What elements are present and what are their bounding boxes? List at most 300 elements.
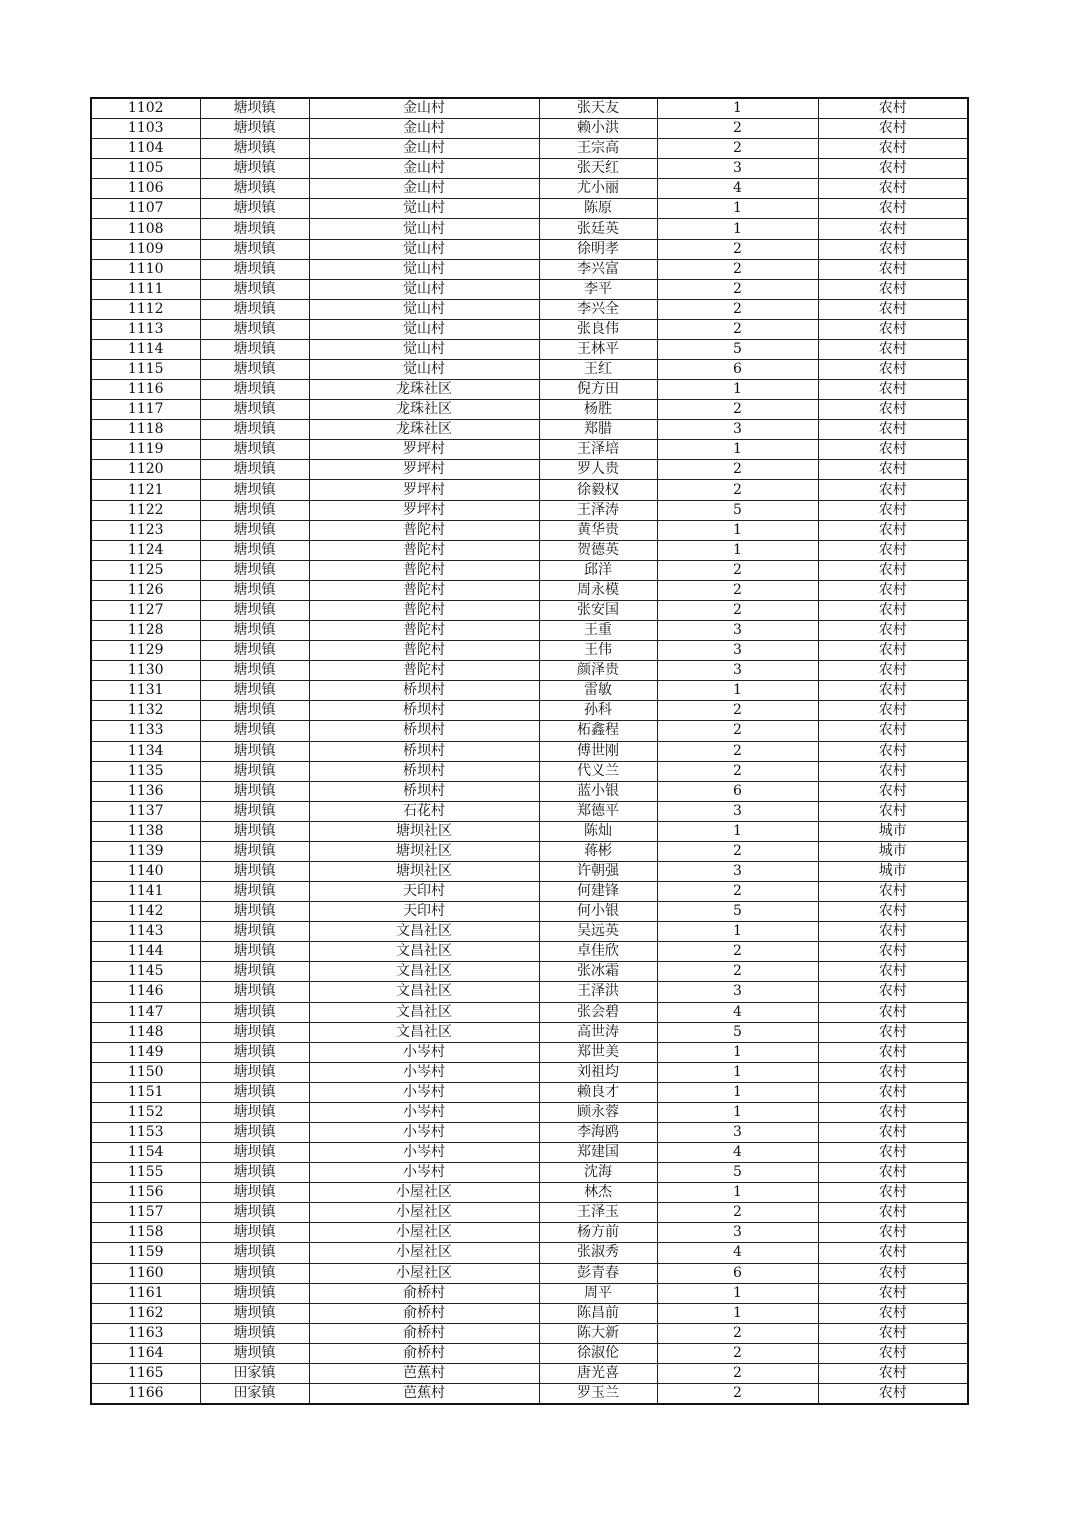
serial-number-cell: 1133 bbox=[91, 721, 200, 741]
village-cell: 小屋社区 bbox=[309, 1183, 539, 1203]
table-row bbox=[91, 1283, 968, 1303]
table-row bbox=[91, 1122, 968, 1142]
village-cell: 俞桥村 bbox=[309, 1323, 539, 1343]
town-cell: 塘坝镇 bbox=[200, 1243, 309, 1263]
village-cell: 普陀村 bbox=[309, 520, 539, 540]
table-row bbox=[91, 882, 968, 902]
town-cell: 塘坝镇 bbox=[200, 159, 309, 179]
household-count-cell: 3 bbox=[657, 1223, 818, 1243]
village-cell: 觉山村 bbox=[309, 239, 539, 259]
person-name-cell: 张会碧 bbox=[539, 1002, 657, 1022]
household-count-cell: 2 bbox=[657, 119, 818, 139]
household-count-cell: 5 bbox=[657, 902, 818, 922]
household-count-cell: 2 bbox=[657, 319, 818, 339]
serial-number-cell: 1152 bbox=[91, 1102, 200, 1122]
serial-number-cell: 1120 bbox=[91, 460, 200, 480]
area-type-cell: 农村 bbox=[818, 1002, 968, 1022]
table-row bbox=[91, 540, 968, 560]
area-type-cell: 农村 bbox=[818, 600, 968, 620]
person-name-cell: 吴远英 bbox=[539, 922, 657, 942]
person-name-cell: 颜泽贵 bbox=[539, 661, 657, 681]
serial-number-cell: 1140 bbox=[91, 861, 200, 881]
village-cell: 金山村 bbox=[309, 159, 539, 179]
table-row bbox=[91, 1183, 968, 1203]
area-type-cell: 农村 bbox=[818, 299, 968, 319]
area-type-cell: 农村 bbox=[818, 1323, 968, 1343]
area-type-cell: 农村 bbox=[818, 540, 968, 560]
town-cell: 塘坝镇 bbox=[200, 721, 309, 741]
village-cell: 桥坝村 bbox=[309, 781, 539, 801]
serial-number-cell: 1132 bbox=[91, 701, 200, 721]
village-cell: 觉山村 bbox=[309, 339, 539, 359]
serial-number-cell: 1118 bbox=[91, 420, 200, 440]
serial-number-cell: 1142 bbox=[91, 902, 200, 922]
person-name-cell: 卓佳欣 bbox=[539, 942, 657, 962]
household-count-cell: 2 bbox=[657, 600, 818, 620]
serial-number-cell: 1134 bbox=[91, 741, 200, 761]
town-cell: 塘坝镇 bbox=[200, 400, 309, 420]
household-count-cell: 1 bbox=[657, 440, 818, 460]
household-count-cell: 3 bbox=[657, 801, 818, 821]
table-row bbox=[91, 520, 968, 540]
person-name-cell: 倪方田 bbox=[539, 380, 657, 400]
village-cell: 桥坝村 bbox=[309, 701, 539, 721]
village-cell: 龙珠社区 bbox=[309, 380, 539, 400]
area-type-cell: 农村 bbox=[818, 360, 968, 380]
table-row bbox=[91, 1102, 968, 1122]
table-row bbox=[91, 942, 968, 962]
table-row bbox=[91, 1363, 968, 1383]
serial-number-cell: 1156 bbox=[91, 1183, 200, 1203]
area-type-cell: 农村 bbox=[818, 580, 968, 600]
table-row bbox=[91, 1022, 968, 1042]
person-name-cell: 孙科 bbox=[539, 701, 657, 721]
village-cell: 罗坪村 bbox=[309, 440, 539, 460]
town-cell: 塘坝镇 bbox=[200, 199, 309, 219]
town-cell: 塘坝镇 bbox=[200, 1323, 309, 1343]
table-row bbox=[91, 661, 968, 681]
person-name-cell: 刘祖均 bbox=[539, 1062, 657, 1082]
serial-number-cell: 1138 bbox=[91, 821, 200, 841]
person-name-cell: 郑腊 bbox=[539, 420, 657, 440]
table-row bbox=[91, 400, 968, 420]
town-cell: 塘坝镇 bbox=[200, 922, 309, 942]
town-cell: 塘坝镇 bbox=[200, 179, 309, 199]
person-name-cell: 周平 bbox=[539, 1283, 657, 1303]
household-count-cell: 5 bbox=[657, 339, 818, 359]
village-cell: 觉山村 bbox=[309, 319, 539, 339]
serial-number-cell: 1108 bbox=[91, 219, 200, 239]
household-count-cell: 3 bbox=[657, 641, 818, 661]
serial-number-cell: 1153 bbox=[91, 1122, 200, 1142]
serial-number-cell: 1126 bbox=[91, 580, 200, 600]
table-row bbox=[91, 560, 968, 580]
town-cell: 塘坝镇 bbox=[200, 1042, 309, 1062]
person-name-cell: 李海鸥 bbox=[539, 1122, 657, 1142]
serial-number-cell: 1112 bbox=[91, 299, 200, 319]
town-cell: 塘坝镇 bbox=[200, 741, 309, 761]
town-cell: 塘坝镇 bbox=[200, 681, 309, 701]
village-cell: 普陀村 bbox=[309, 621, 539, 641]
household-count-cell: 2 bbox=[657, 761, 818, 781]
area-type-cell: 农村 bbox=[818, 119, 968, 139]
person-name-cell: 蓝小银 bbox=[539, 781, 657, 801]
area-type-cell: 农村 bbox=[818, 339, 968, 359]
table-row bbox=[91, 360, 968, 380]
serial-number-cell: 1149 bbox=[91, 1042, 200, 1062]
town-cell: 塘坝镇 bbox=[200, 460, 309, 480]
person-name-cell: 王泽洪 bbox=[539, 982, 657, 1002]
person-name-cell: 王林平 bbox=[539, 339, 657, 359]
area-type-cell: 农村 bbox=[818, 239, 968, 259]
household-count-cell: 6 bbox=[657, 781, 818, 801]
village-cell: 小屋社区 bbox=[309, 1203, 539, 1223]
household-count-cell: 1 bbox=[657, 1042, 818, 1062]
town-cell: 塘坝镇 bbox=[200, 380, 309, 400]
serial-number-cell: 1162 bbox=[91, 1303, 200, 1323]
village-cell: 金山村 bbox=[309, 179, 539, 199]
person-name-cell: 张天友 bbox=[539, 98, 657, 119]
household-count-cell: 2 bbox=[657, 299, 818, 319]
village-cell: 塘坝社区 bbox=[309, 861, 539, 881]
table-row bbox=[91, 380, 968, 400]
household-count-cell: 3 bbox=[657, 1122, 818, 1142]
household-count-cell: 2 bbox=[657, 279, 818, 299]
town-cell: 塘坝镇 bbox=[200, 500, 309, 520]
area-type-cell: 农村 bbox=[818, 460, 968, 480]
household-count-cell: 3 bbox=[657, 420, 818, 440]
household-count-cell: 2 bbox=[657, 1323, 818, 1343]
serial-number-cell: 1135 bbox=[91, 761, 200, 781]
household-count-cell: 2 bbox=[657, 480, 818, 500]
village-cell: 塘坝社区 bbox=[309, 821, 539, 841]
area-type-cell: 农村 bbox=[818, 1263, 968, 1283]
village-cell: 小岑村 bbox=[309, 1062, 539, 1082]
person-name-cell: 王伟 bbox=[539, 641, 657, 661]
table-row bbox=[91, 821, 968, 841]
village-cell: 小屋社区 bbox=[309, 1243, 539, 1263]
table-row bbox=[91, 1062, 968, 1082]
household-count-cell: 2 bbox=[657, 580, 818, 600]
serial-number-cell: 1154 bbox=[91, 1143, 200, 1163]
town-cell: 塘坝镇 bbox=[200, 701, 309, 721]
serial-number-cell: 1107 bbox=[91, 199, 200, 219]
village-cell: 小岑村 bbox=[309, 1122, 539, 1142]
person-name-cell: 王泽玉 bbox=[539, 1203, 657, 1223]
household-count-cell: 2 bbox=[657, 882, 818, 902]
area-type-cell: 农村 bbox=[818, 500, 968, 520]
household-count-cell: 2 bbox=[657, 1343, 818, 1363]
town-cell: 塘坝镇 bbox=[200, 440, 309, 460]
village-cell: 觉山村 bbox=[309, 199, 539, 219]
area-type-cell: 农村 bbox=[818, 962, 968, 982]
area-type-cell: 农村 bbox=[818, 1303, 968, 1323]
area-type-cell: 农村 bbox=[818, 1243, 968, 1263]
town-cell: 塘坝镇 bbox=[200, 259, 309, 279]
serial-number-cell: 1164 bbox=[91, 1343, 200, 1363]
town-cell: 塘坝镇 bbox=[200, 1102, 309, 1122]
table-row bbox=[91, 1002, 968, 1022]
person-name-cell: 沈海 bbox=[539, 1163, 657, 1183]
serial-number-cell: 1144 bbox=[91, 942, 200, 962]
area-type-cell: 农村 bbox=[818, 641, 968, 661]
village-cell: 芭蕉村 bbox=[309, 1384, 539, 1405]
household-count-cell: 1 bbox=[657, 520, 818, 540]
person-name-cell: 郑建国 bbox=[539, 1143, 657, 1163]
household-count-cell: 4 bbox=[657, 1143, 818, 1163]
person-name-cell: 柘鑫程 bbox=[539, 721, 657, 741]
area-type-cell: 农村 bbox=[818, 661, 968, 681]
table-row bbox=[91, 339, 968, 359]
town-cell: 塘坝镇 bbox=[200, 1022, 309, 1042]
area-type-cell: 农村 bbox=[818, 721, 968, 741]
household-count-cell: 5 bbox=[657, 1163, 818, 1183]
person-name-cell: 张冰霜 bbox=[539, 962, 657, 982]
household-count-cell: 3 bbox=[657, 621, 818, 641]
serial-number-cell: 1128 bbox=[91, 621, 200, 641]
village-cell: 俞桥村 bbox=[309, 1283, 539, 1303]
village-cell: 觉山村 bbox=[309, 299, 539, 319]
village-cell: 小岑村 bbox=[309, 1102, 539, 1122]
village-cell: 普陀村 bbox=[309, 600, 539, 620]
town-cell: 塘坝镇 bbox=[200, 299, 309, 319]
table-row bbox=[91, 1163, 968, 1183]
household-count-cell: 1 bbox=[657, 540, 818, 560]
person-name-cell: 张良伟 bbox=[539, 319, 657, 339]
village-cell: 文昌社区 bbox=[309, 962, 539, 982]
town-cell: 塘坝镇 bbox=[200, 339, 309, 359]
serial-number-cell: 1123 bbox=[91, 520, 200, 540]
person-name-cell: 张廷英 bbox=[539, 219, 657, 239]
town-cell: 塘坝镇 bbox=[200, 1343, 309, 1363]
town-cell: 塘坝镇 bbox=[200, 1263, 309, 1283]
person-name-cell: 王泽培 bbox=[539, 440, 657, 460]
table-row bbox=[91, 440, 968, 460]
table-row bbox=[91, 299, 968, 319]
person-name-cell: 贺德英 bbox=[539, 540, 657, 560]
person-name-cell: 何建锋 bbox=[539, 882, 657, 902]
area-type-cell: 农村 bbox=[818, 761, 968, 781]
roster-table-body bbox=[91, 98, 968, 1404]
person-name-cell: 陈灿 bbox=[539, 821, 657, 841]
table-row bbox=[91, 420, 968, 440]
person-name-cell: 王红 bbox=[539, 360, 657, 380]
village-cell: 桥坝村 bbox=[309, 761, 539, 781]
person-name-cell: 徐毅权 bbox=[539, 480, 657, 500]
person-name-cell: 顾永蓉 bbox=[539, 1102, 657, 1122]
area-type-cell: 农村 bbox=[818, 400, 968, 420]
town-cell: 塘坝镇 bbox=[200, 1303, 309, 1323]
area-type-cell: 农村 bbox=[818, 440, 968, 460]
serial-number-cell: 1161 bbox=[91, 1283, 200, 1303]
household-count-cell: 1 bbox=[657, 1082, 818, 1102]
person-name-cell: 代义兰 bbox=[539, 761, 657, 781]
table-row bbox=[91, 199, 968, 219]
village-cell: 桥坝村 bbox=[309, 721, 539, 741]
table-row bbox=[91, 1243, 968, 1263]
area-type-cell: 农村 bbox=[818, 882, 968, 902]
village-cell: 普陀村 bbox=[309, 540, 539, 560]
serial-number-cell: 1127 bbox=[91, 600, 200, 620]
household-count-cell: 2 bbox=[657, 239, 818, 259]
table-row bbox=[91, 219, 968, 239]
village-cell: 桥坝村 bbox=[309, 741, 539, 761]
serial-number-cell: 1131 bbox=[91, 681, 200, 701]
person-name-cell: 李兴全 bbox=[539, 299, 657, 319]
area-type-cell: 农村 bbox=[818, 1022, 968, 1042]
village-cell: 罗坪村 bbox=[309, 480, 539, 500]
table-row bbox=[91, 1303, 968, 1323]
town-cell: 田家镇 bbox=[200, 1384, 309, 1405]
village-cell: 文昌社区 bbox=[309, 1022, 539, 1042]
area-type-cell: 农村 bbox=[818, 1062, 968, 1082]
town-cell: 塘坝镇 bbox=[200, 580, 309, 600]
area-type-cell: 农村 bbox=[818, 1122, 968, 1142]
household-count-cell: 2 bbox=[657, 259, 818, 279]
household-count-cell: 3 bbox=[657, 661, 818, 681]
serial-number-cell: 1110 bbox=[91, 259, 200, 279]
area-type-cell: 农村 bbox=[818, 1143, 968, 1163]
area-type-cell: 城市 bbox=[818, 841, 968, 861]
household-count-cell: 1 bbox=[657, 1102, 818, 1122]
serial-number-cell: 1147 bbox=[91, 1002, 200, 1022]
village-cell: 小岑村 bbox=[309, 1163, 539, 1183]
town-cell: 田家镇 bbox=[200, 1363, 309, 1383]
serial-number-cell: 1148 bbox=[91, 1022, 200, 1042]
village-cell: 金山村 bbox=[309, 119, 539, 139]
town-cell: 塘坝镇 bbox=[200, 641, 309, 661]
town-cell: 塘坝镇 bbox=[200, 781, 309, 801]
person-name-cell: 郑德平 bbox=[539, 801, 657, 821]
village-cell: 龙珠社区 bbox=[309, 400, 539, 420]
person-name-cell: 高世涛 bbox=[539, 1022, 657, 1042]
person-name-cell: 罗玉兰 bbox=[539, 1384, 657, 1405]
table-row bbox=[91, 1143, 968, 1163]
person-name-cell: 郑世美 bbox=[539, 1042, 657, 1062]
person-name-cell: 张天红 bbox=[539, 159, 657, 179]
person-name-cell: 王重 bbox=[539, 621, 657, 641]
town-cell: 塘坝镇 bbox=[200, 98, 309, 119]
serial-number-cell: 1109 bbox=[91, 239, 200, 259]
town-cell: 塘坝镇 bbox=[200, 1082, 309, 1102]
area-type-cell: 农村 bbox=[818, 560, 968, 580]
town-cell: 塘坝镇 bbox=[200, 661, 309, 681]
area-type-cell: 农村 bbox=[818, 259, 968, 279]
area-type-cell: 农村 bbox=[818, 1384, 968, 1405]
household-count-cell: 1 bbox=[657, 199, 818, 219]
table-row bbox=[91, 962, 968, 982]
person-name-cell: 彭青春 bbox=[539, 1263, 657, 1283]
household-count-cell: 2 bbox=[657, 942, 818, 962]
town-cell: 塘坝镇 bbox=[200, 1283, 309, 1303]
village-cell: 小岑村 bbox=[309, 1143, 539, 1163]
table-row bbox=[91, 861, 968, 881]
person-name-cell: 周永模 bbox=[539, 580, 657, 600]
table-row bbox=[91, 922, 968, 942]
town-cell: 塘坝镇 bbox=[200, 540, 309, 560]
serial-number-cell: 1103 bbox=[91, 119, 200, 139]
village-cell: 觉山村 bbox=[309, 279, 539, 299]
town-cell: 塘坝镇 bbox=[200, 319, 309, 339]
area-type-cell: 农村 bbox=[818, 741, 968, 761]
area-type-cell: 农村 bbox=[818, 801, 968, 821]
village-cell: 觉山村 bbox=[309, 219, 539, 239]
person-name-cell: 尤小丽 bbox=[539, 179, 657, 199]
household-count-cell: 3 bbox=[657, 159, 818, 179]
household-count-cell: 1 bbox=[657, 1283, 818, 1303]
person-name-cell: 雷敏 bbox=[539, 681, 657, 701]
person-name-cell: 赖小洪 bbox=[539, 119, 657, 139]
town-cell: 塘坝镇 bbox=[200, 560, 309, 580]
person-name-cell: 陈昌前 bbox=[539, 1303, 657, 1323]
serial-number-cell: 1130 bbox=[91, 661, 200, 681]
area-type-cell: 农村 bbox=[818, 1163, 968, 1183]
table-row bbox=[91, 1384, 968, 1405]
town-cell: 塘坝镇 bbox=[200, 420, 309, 440]
table-row bbox=[91, 902, 968, 922]
serial-number-cell: 1113 bbox=[91, 319, 200, 339]
roster-table-container bbox=[90, 97, 967, 1405]
area-type-cell: 农村 bbox=[818, 1363, 968, 1383]
table-row bbox=[91, 600, 968, 620]
village-cell: 小岑村 bbox=[309, 1082, 539, 1102]
person-name-cell: 何小银 bbox=[539, 902, 657, 922]
serial-number-cell: 1114 bbox=[91, 339, 200, 359]
table-row bbox=[91, 460, 968, 480]
village-cell: 文昌社区 bbox=[309, 922, 539, 942]
table-row bbox=[91, 259, 968, 279]
area-type-cell: 农村 bbox=[818, 380, 968, 400]
town-cell: 塘坝镇 bbox=[200, 962, 309, 982]
town-cell: 塘坝镇 bbox=[200, 761, 309, 781]
household-count-cell: 2 bbox=[657, 1203, 818, 1223]
serial-number-cell: 1151 bbox=[91, 1082, 200, 1102]
household-count-cell: 1 bbox=[657, 1062, 818, 1082]
town-cell: 塘坝镇 bbox=[200, 841, 309, 861]
town-cell: 塘坝镇 bbox=[200, 1203, 309, 1223]
household-count-cell: 2 bbox=[657, 741, 818, 761]
person-name-cell: 徐明孝 bbox=[539, 239, 657, 259]
serial-number-cell: 1146 bbox=[91, 982, 200, 1002]
town-cell: 塘坝镇 bbox=[200, 801, 309, 821]
serial-number-cell: 1104 bbox=[91, 139, 200, 159]
table-row bbox=[91, 139, 968, 159]
town-cell: 塘坝镇 bbox=[200, 1223, 309, 1243]
serial-number-cell: 1163 bbox=[91, 1323, 200, 1343]
town-cell: 塘坝镇 bbox=[200, 219, 309, 239]
household-count-cell: 5 bbox=[657, 1022, 818, 1042]
serial-number-cell: 1102 bbox=[91, 98, 200, 119]
town-cell: 塘坝镇 bbox=[200, 1163, 309, 1183]
village-cell: 芭蕉村 bbox=[309, 1363, 539, 1383]
area-type-cell: 农村 bbox=[818, 1283, 968, 1303]
serial-number-cell: 1124 bbox=[91, 540, 200, 560]
person-name-cell: 张安国 bbox=[539, 600, 657, 620]
town-cell: 塘坝镇 bbox=[200, 360, 309, 380]
village-cell: 天印村 bbox=[309, 882, 539, 902]
household-count-cell: 2 bbox=[657, 962, 818, 982]
village-cell: 文昌社区 bbox=[309, 982, 539, 1002]
table-row bbox=[91, 119, 968, 139]
village-cell: 俞桥村 bbox=[309, 1343, 539, 1363]
area-type-cell: 农村 bbox=[818, 219, 968, 239]
area-type-cell: 农村 bbox=[818, 1102, 968, 1122]
village-cell: 觉山村 bbox=[309, 259, 539, 279]
serial-number-cell: 1122 bbox=[91, 500, 200, 520]
area-type-cell: 城市 bbox=[818, 821, 968, 841]
town-cell: 塘坝镇 bbox=[200, 621, 309, 641]
serial-number-cell: 1116 bbox=[91, 380, 200, 400]
